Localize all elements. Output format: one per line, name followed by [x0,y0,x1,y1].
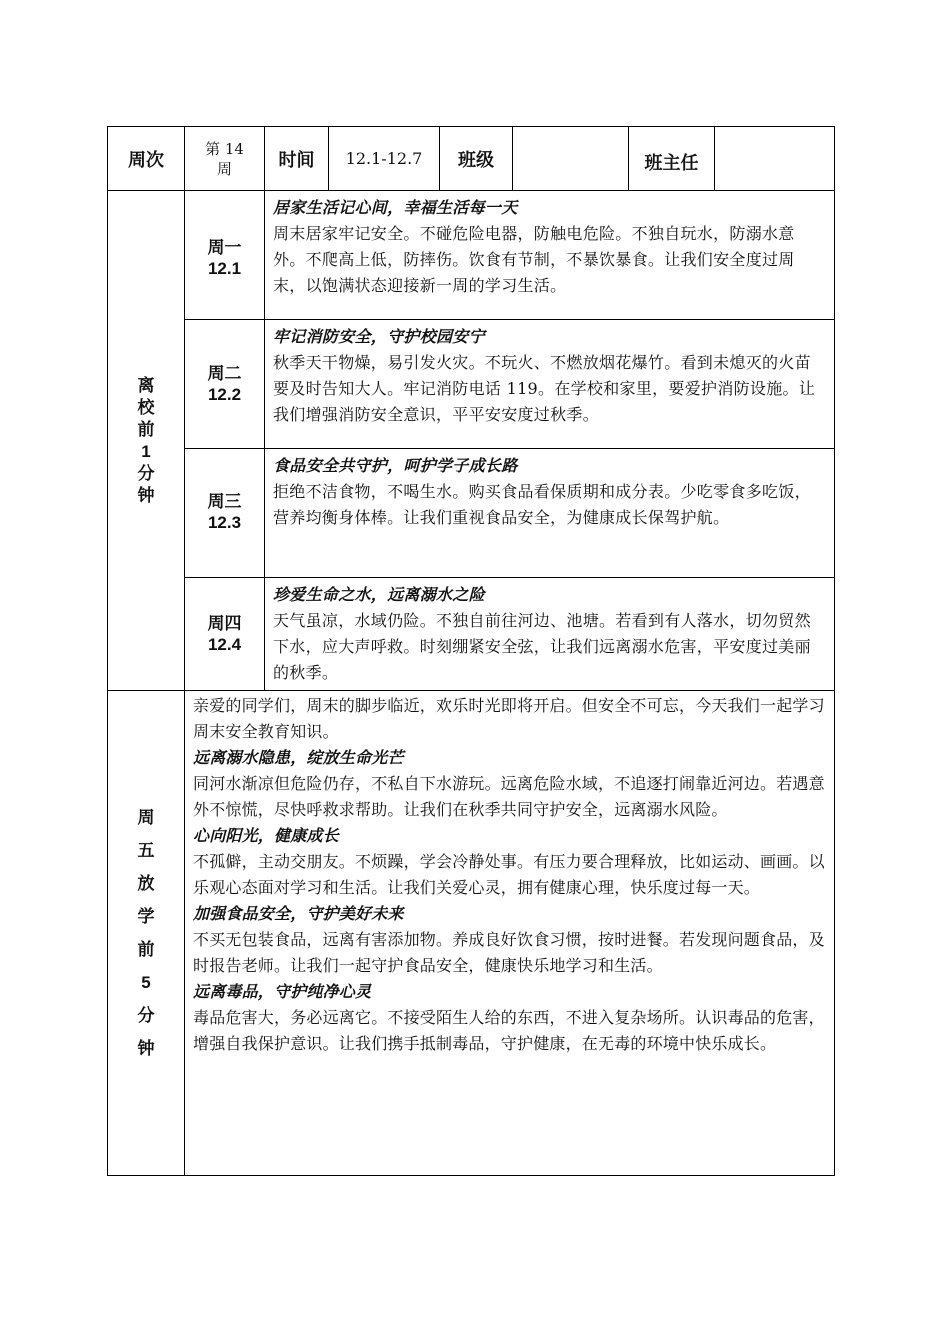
friday-topic-text: 毒品危害大，务必远离它。不接受陌生人给的东西，不进入复杂场所。认识毒品的危害，增强自我保护意识。让我们携手抵制毒品，守护健康，在无毒的环境中快乐成长。 [193,1008,825,1053]
wednesday-title: 食品安全共守护，呵护学子成长路 [273,456,518,475]
wednesday-label: 周三 12.3 [185,449,265,578]
monday-title: 居家生活记心间，幸福生活每一天 [273,198,518,217]
monday-row [108,191,835,320]
class-label: 班级 [440,127,513,191]
friday-content [185,691,835,1176]
tuesday-label: 周二 12.2 [185,320,265,449]
thursday-label: 周四 12.4 [185,578,265,691]
friday-topic-text: 同河水渐凉但危险仍存，不私自下水游玩。远离危险水域，不追逐打闹靠近河边。若遇意外不惊慌，尽快呼救求帮助。让我们在秋季共同守护安全，远离溺水风险。 [193,774,825,819]
friday-intro: 亲爱的同学们，周末的脚步临近，欢乐时光即将开启。但安全不可忘，今天我们一起学习周末安全教育知识。 [193,696,825,741]
friday-row [108,691,835,1176]
week-label: 周次 [108,127,185,191]
week-value: 第 14 周 [185,127,265,191]
time-label: 时间 [265,127,329,191]
friday-topic-title: 心向阳光，健康成长 [193,826,339,845]
friday-topic-text: 不买无包装食品，远离有害添加物。养成良好饮食习惯，按时进餐。若发现问题食品，及时报告老师。让我们一起守护食品安全，健康快乐地学习和生活。 [193,930,825,975]
time-value: 12.1-12.7 [329,127,440,191]
teacher-value [715,127,835,191]
tuesday-title: 牢记消防安全，守护校园安宁 [273,327,485,346]
friday-label: 周 五 放 学 前 5 分 钟 [108,691,185,1176]
thursday-text: 天气虽凉，水域仍险。不独自前往河边、池塘。若看到有人落水，切勿贸然下水，应大声呼救。时刻绷紧安全弦，让我们远离溺水危害，平安度过美丽的秋季。 [273,611,811,682]
tuesday-text: 秋季天干物燥，易引发火灾。不玩火、不燃放烟花爆竹。看到未熄灭的火苗要及时告知大人。牢记消防电话 119。在学校和家里，要爱护消防设施。让我们增强消防安全意识，平平安安度过秋季。 [273,353,816,424]
wednesday-row [108,449,835,578]
class-value [513,127,629,191]
thursday-content [265,578,835,691]
teacher-label: 班主任 [629,127,715,191]
monday-text: 周末居家牢记安全。不碰危险电器，防触电危险。不独自玩水，防溺水意外。不爬高上低，防摔伤。饮食有节制，不暴饮暴食。让我们安全度过周末，以饱满状态迎接新一周的学习生活。 [273,224,795,295]
friday-topic-title: 远离溺水隐患，绽放生命光芒 [193,748,404,767]
tuesday-content [265,320,835,449]
friday-topic-text: 不孤僻，主动交朋友。不烦躁，学会冷静处事。有压力要合理释放，比如运动、画画。以乐观心态面对学习和生活。让我们关爱心灵，拥有健康心理，快乐度过每一天。 [193,852,825,897]
wednesday-content [265,449,835,578]
before-school-label: 离 校 前 1 分 钟 [108,191,185,691]
friday-topic-title: 加强食品安全，守护美好未来 [193,904,404,923]
friday-topic-title: 远离毒品，守护纯净心灵 [193,982,372,1001]
thursday-row [108,578,835,691]
monday-content [265,191,835,320]
tuesday-row [108,320,835,449]
weekly-safety-table [107,126,835,1176]
monday-label: 周一 12.1 [185,191,265,320]
header-row [108,127,835,191]
wednesday-text: 拒绝不洁食物，不喝生水。购买食品看保质期和成分表。少吃零食多吃饭，营养均衡身体棒。让我们重视食品安全，为健康成长保驾护航。 [273,482,811,527]
thursday-title: 珍爱生命之水，远离溺水之险 [273,585,485,604]
